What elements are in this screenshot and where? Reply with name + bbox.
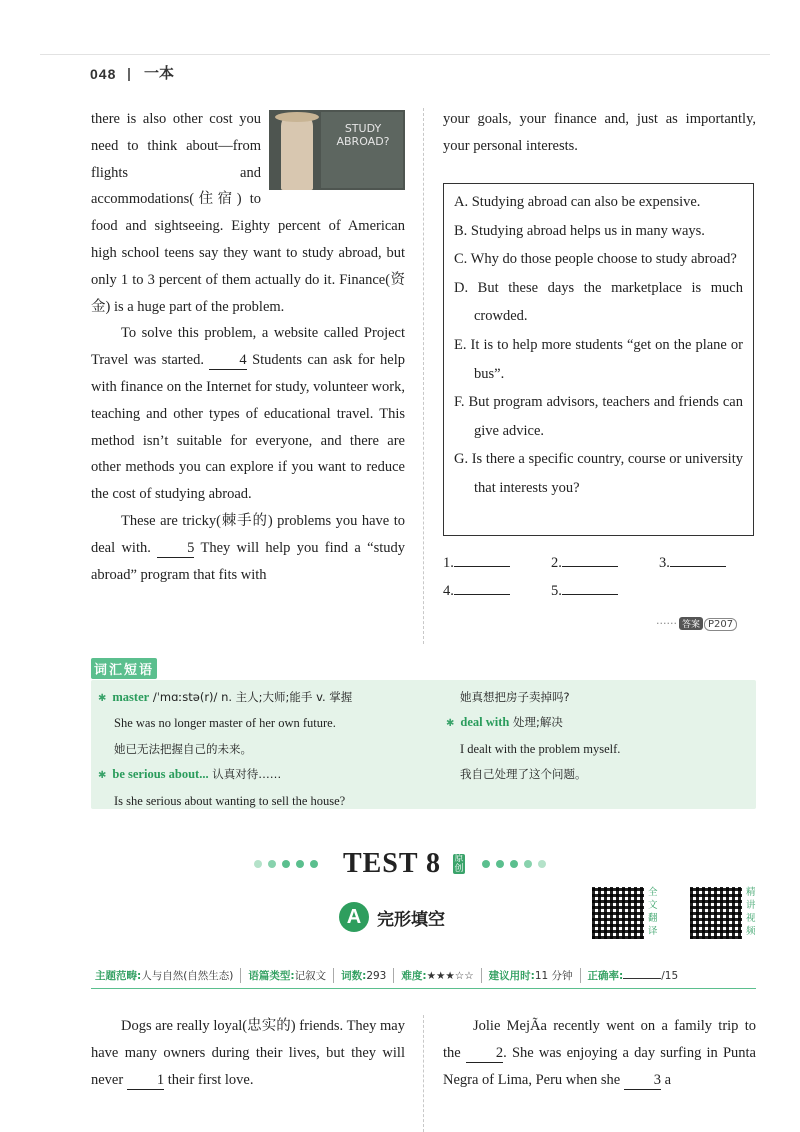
theme-value: 人与自然(自然生态) bbox=[141, 969, 234, 982]
vocab-example: I dealt with the problem myself. bbox=[460, 741, 621, 756]
answer-1[interactable] bbox=[443, 552, 510, 572]
page-number: 048 bbox=[90, 66, 117, 82]
options-box bbox=[443, 183, 754, 536]
answer-5-line[interactable] bbox=[562, 580, 618, 595]
brand-logo: 一本 bbox=[144, 64, 175, 82]
star-icon: ✱ bbox=[98, 693, 107, 704]
qr-label-translation: 全文翻译 bbox=[648, 887, 658, 937]
vocab-entry-be-serious-about bbox=[98, 762, 428, 788]
column-divider-2 bbox=[423, 1015, 424, 1132]
original-badge: 原创 bbox=[454, 854, 464, 874]
info-theme bbox=[91, 968, 240, 983]
option-f: F. But program advisors, teachers and friends can give advice. bbox=[454, 394, 743, 439]
words-value: 293 bbox=[366, 969, 387, 982]
right-column-continuation: your goals, your finance and, just as importantly, your personal interests. bbox=[443, 111, 756, 154]
paragraph-2 bbox=[91, 320, 405, 508]
paragraph-3-text: These are tricky(棘手的) problems you have to deal with. bbox=[91, 512, 405, 556]
info-difficulty bbox=[393, 968, 480, 983]
answer-3-label: 3. bbox=[659, 555, 670, 571]
answer-2-line[interactable] bbox=[562, 552, 618, 567]
vocab-entry-master bbox=[98, 685, 428, 711]
option-g: G. Is there a specific country, course or university that interests you? bbox=[454, 451, 743, 496]
passage-right bbox=[443, 1013, 756, 1093]
vocab-translation: 她已无法把握自己的未来。 bbox=[114, 741, 252, 756]
accuracy-total: /15 bbox=[661, 969, 679, 982]
vocab-right bbox=[446, 685, 746, 788]
study-abroad-photo bbox=[269, 110, 405, 190]
vocab-term: master bbox=[112, 690, 150, 704]
answer-ref-label: 答案 bbox=[679, 617, 703, 630]
section-letter-badge: A bbox=[339, 902, 369, 932]
option-c: C. Why do those people choose to study abroad? bbox=[454, 251, 737, 268]
passage-right-paragraph bbox=[443, 1013, 756, 1093]
theme-label: 主题范畴: bbox=[95, 969, 142, 982]
answer-1-line[interactable] bbox=[454, 552, 510, 567]
vocab-translation: 她真想把房子卖掉吗? bbox=[460, 690, 570, 704]
passage-left-text-after: their first love. bbox=[164, 1071, 254, 1088]
passage-right-text-3: a bbox=[661, 1071, 672, 1088]
header-divider bbox=[128, 68, 130, 81]
column-divider bbox=[423, 108, 424, 644]
difficulty-label: 难度: bbox=[401, 969, 427, 982]
left-dots bbox=[251, 855, 321, 873]
student-figure bbox=[281, 114, 313, 190]
difficulty-stars: ★★★☆☆ bbox=[426, 969, 474, 982]
paragraph-3-text-after: They will help you find a “study abroad” program that fits with bbox=[91, 539, 406, 583]
accuracy-label: 正确率: bbox=[587, 969, 624, 982]
passage-left-paragraph bbox=[91, 1013, 405, 1093]
passage-right-text-2: . She was enjoying a day surfing in Punta Negra of Lima, Peru when she bbox=[443, 1044, 756, 1088]
answer-2[interactable] bbox=[551, 552, 618, 572]
star-icon: ✱ bbox=[98, 770, 107, 782]
words-label: 词数: bbox=[341, 969, 367, 982]
answer-1-label: 1. bbox=[443, 555, 454, 571]
vocab-def: /ˈmɑːstə(r)/ n. 主人;大师;能手 v. 掌握 bbox=[149, 690, 353, 704]
right-dots bbox=[479, 855, 549, 873]
info-time bbox=[481, 968, 580, 983]
vocab-entry-deal-with bbox=[446, 710, 746, 736]
answer-ref-page: P207 bbox=[704, 618, 737, 631]
paragraph-3 bbox=[91, 508, 405, 588]
blank-2[interactable]: 2 bbox=[466, 1044, 503, 1063]
info-accuracy bbox=[580, 968, 686, 983]
answer-reference bbox=[656, 617, 737, 631]
accuracy-input[interactable] bbox=[623, 968, 661, 979]
vocab-translation: 我自己处理了这个问题。 bbox=[460, 767, 587, 782]
time-value: 11 分钟 bbox=[534, 969, 573, 982]
blank-5[interactable]: 5 bbox=[157, 539, 194, 558]
test-title: TEST 8 bbox=[342, 848, 442, 879]
answer-5[interactable] bbox=[551, 580, 618, 600]
vocab-term: be serious about... bbox=[112, 767, 209, 782]
passage-left-text: Dogs are really loyal(忠实的) friends. They may have many owners during their lives, but they will never bbox=[91, 1018, 405, 1088]
left-column bbox=[91, 106, 405, 588]
info-genre bbox=[240, 968, 333, 983]
hat-shape bbox=[275, 112, 319, 122]
passage-left bbox=[91, 1013, 405, 1093]
vocab-def: 认真对待…… bbox=[208, 767, 282, 782]
qr-code-video[interactable] bbox=[690, 887, 742, 939]
info-bar bbox=[91, 962, 756, 989]
time-label: 建议用时: bbox=[488, 969, 535, 982]
option-a: A. Studying abroad can also be expensive. bbox=[454, 194, 701, 210]
vocab-title: 词汇短语 bbox=[91, 658, 157, 679]
option-b: B. Studying abroad helps us in many ways. bbox=[454, 222, 705, 239]
info-words bbox=[333, 968, 393, 983]
top-rule bbox=[40, 54, 770, 55]
star-icon: ✱ bbox=[446, 718, 455, 730]
qr-code-translation[interactable] bbox=[592, 887, 644, 939]
option-d: D. But these days the marketplace is much crowded. bbox=[454, 279, 743, 325]
paragraph-1: there is also other cost you need to think about—from flights and accommodations(住宿) to food and sightseeing. Eighty percent of American high school teens say they want to study abroad, but only 1 to 3 percent of them actually do it. Finance(资金) is a huge part of the problem. bbox=[91, 111, 405, 315]
answer-3[interactable] bbox=[659, 552, 726, 572]
genre-value: 记叙文 bbox=[294, 969, 327, 982]
answer-2-label: 2. bbox=[551, 555, 562, 571]
blank-3[interactable]: 3 bbox=[624, 1071, 661, 1090]
test-header bbox=[0, 848, 800, 880]
vocab-term: deal with bbox=[460, 715, 510, 730]
answer-3-line[interactable] bbox=[670, 552, 726, 567]
vocab-left bbox=[98, 685, 428, 814]
paragraph-2-text: To solve this problem, a website called Project Travel was started. bbox=[91, 325, 405, 369]
answer-4-label: 4. bbox=[443, 583, 454, 599]
paragraph-2-text-after: Students can ask for help with finance on the Internet for study, volunteer work, teaching and other types of educational travel. This method isn’t suitable for everyone, and there are other methods you can explore if you want to reduce the cost of studying abroad. bbox=[91, 352, 405, 503]
blank-4[interactable]: 4 bbox=[209, 351, 246, 370]
answer-4[interactable] bbox=[443, 580, 510, 600]
chalkboard-text: STUDY ABROAD? bbox=[336, 122, 390, 148]
passage-right-text-1: Jolie MejÃa recently went on a family trip to the bbox=[443, 1018, 756, 1061]
answer-ref-dots: ······ bbox=[656, 617, 677, 630]
vocab-example: Is she serious about wanting to sell the house? bbox=[114, 793, 346, 808]
vocab-def: 处理;解决 bbox=[509, 715, 563, 730]
blank-1[interactable]: 1 bbox=[127, 1071, 164, 1090]
genre-label: 语篇类型: bbox=[248, 969, 295, 982]
answer-5-label: 5. bbox=[551, 583, 562, 599]
qr-label-video: 精讲视频 bbox=[746, 887, 756, 937]
vocab-example: She was no longer master of her own future. bbox=[114, 716, 336, 731]
section-title: 完形填空 bbox=[377, 910, 445, 930]
option-e: E. It is to help more students “get on the plane or bus”. bbox=[454, 336, 743, 382]
answer-4-line[interactable] bbox=[454, 580, 510, 595]
